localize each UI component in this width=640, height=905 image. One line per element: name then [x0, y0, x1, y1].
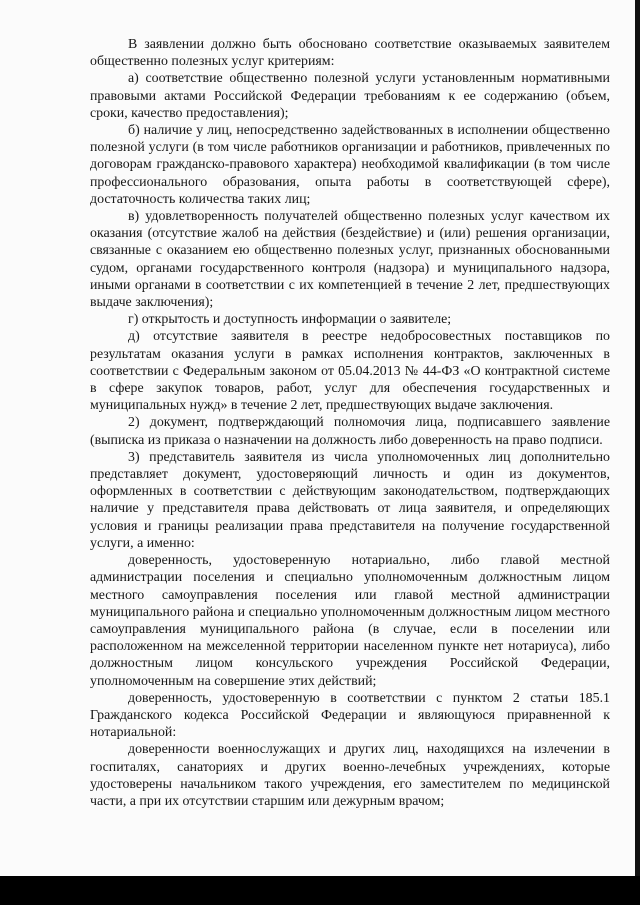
paragraph-item-3: 3) представитель заявителя из числа уполномоченных лиц дополнительно представляет документ, удостоверяющий личность и один из документов, оформленных в соответствии с действующим законодательством, подтверждающих наличие у представителя права действовать от лица заявителя, и определяющих условия и границы реализации права представителя на получение государственной услуги, а именно:	[90, 449, 610, 551]
paragraph-criterion-a: а) соответствие общественно полезной услуги установленным нормативными правовыми актами Российской Федерации требованиям к ее содержанию (объем, сроки, качество предоставления);	[90, 71, 610, 121]
document-body	[90, 36, 610, 810]
paragraph-military-power: доверенности военнослужащих и других лиц, находящихся на излечении в госпиталях, санаториях и других военно-лечебных учреждениях, которые удостоверены начальником такого учреждения, его заместителем по медицинской части, а при их отсутствии старшим или дежурным врачом;	[90, 742, 610, 809]
paragraph-criterion-v: в) удовлетворенность получателей общественно полезных услуг качеством их оказания (отсутствие жалоб на действия (бездействие) и (или) решения организации, связанные с оказанием ею общественно полезных услуг, признанных обоснованными судом, органами государственного контроля (надзора) и муниципального надзора, иными органами в соответствии с их компетенцией в течение 2 лет, предшествующих выдаче заключения);	[90, 209, 610, 311]
paragraph-criterion-g: г) открытость и доступность информации о заявителе;	[128, 312, 452, 328]
paragraph-intro: В заявлении должно быть обосновано соответствие оказываемых заявителем общественно полезных услуг критериям:	[90, 37, 610, 70]
paragraph-notary-power: доверенность, удостоверенную нотариально, либо главой местной администрации поселения и специально уполномоченным должностным лицом местного самоуправления поселения или главой местной администрации муниципального района и специально уполномоченным должностным лицом местного самоуправления муниципального района (в случае, если в поселении или расположенном на межселенной территории населенном пункте нет нотариуса), либо должностным лицом консульского учреждения Российской Федерации, уполномоченным на совершение этих действий;	[90, 553, 610, 689]
scan-right-edge	[635, 0, 640, 876]
paragraph-criterion-b: б) наличие у лиц, непосредственно задействованных в исполнении общественно полезной услуги (в том числе работников организации и работников, привлеченных по договорам гражданско-правового характера) необходимой квалификации (в том числе профессионального образования, опыта работы в соответствующей сфере), достаточность количества таких лиц;	[90, 123, 610, 207]
paragraph-civil-code-power: доверенность, удостоверенную в соответствии с пунктом 2 статьи 185.1 Гражданского кодекса Российской Федерации и являющуюся приравненной к нотариальной:	[90, 690, 610, 741]
paragraph-criterion-d: д) отсутствие заявителя в реестре недобросовестных поставщиков по результатам оказания услуги в рамках исполнения контрактов, заключенных в соответствии с Федеральным законом от 05.04.2013 № 44-ФЗ «О контрактной системе в сфере закупок товаров, работ, услуг для обеспечения государственных и муниципальных нужд» в течение 2 лет, предшествующих выдаче заключения.	[90, 329, 610, 414]
paragraph-item-2: 2) документ, подтверждающий полномочия лица, подписавшего заявление (выписка из приказа о назначении на должность либо доверенность на право подписи.	[90, 415, 610, 448]
scan-bottom-edge	[0, 876, 640, 905]
